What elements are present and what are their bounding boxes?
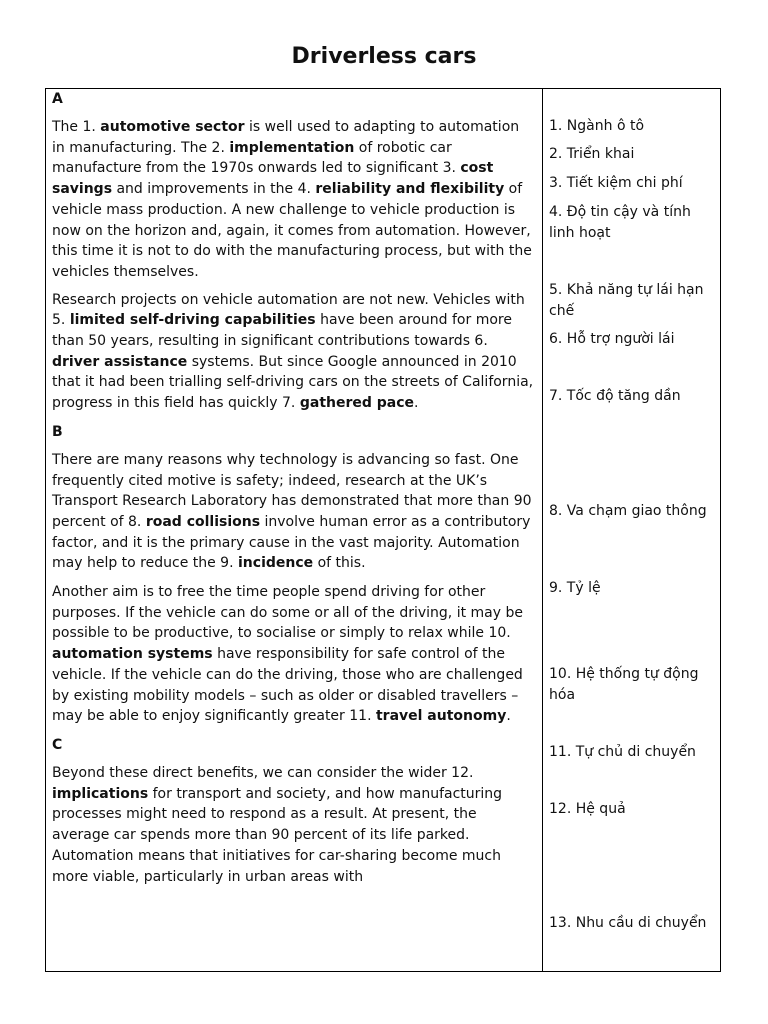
page-title: Driverless cars — [291, 44, 477, 69]
glossary-item: 9. Tỷ lệ — [549, 580, 601, 596]
section-label-a: A — [52, 91, 63, 107]
key-term: implementation — [229, 139, 355, 156]
glossary-item: 3. Tiết kiệm chi phí — [549, 175, 683, 191]
key-term: travel autonomy — [375, 708, 507, 725]
text-run: The 1. — [52, 119, 101, 135]
glossary-item: 4. Độ tin cậy và tính linh hoạt — [549, 204, 691, 241]
section-b-paragraph-1 — [52, 450, 536, 574]
text-run: have responsibility for safe control of the vehicle. If the vehicle can do the driving, those who are challenged by existing mobility models – such as older or disabled travellers – may be able to enjoy significantly greater 11. — [52, 646, 523, 725]
key-term: driver assistance — [52, 353, 188, 370]
section-b-paragraph-2 — [52, 582, 536, 727]
key-term: limited self-driving capabilities — [69, 312, 316, 329]
key-term: automation systems — [52, 646, 213, 663]
section-label-b: B — [52, 423, 63, 440]
text-run: Another aim is to free the time people spend driving for other purposes. If the vehicle can do some or all of the driving, it may be possible to be productive, to socialise or simply to relax while 10. — [52, 584, 523, 642]
glossary-item: 13. Nhu cầu di chuyển — [549, 915, 707, 931]
text-run: of this. — [313, 555, 366, 572]
glossary-item: 11. Tự chủ di chuyển — [549, 744, 696, 760]
key-term: road collisions — [145, 513, 261, 530]
glossary-item: 6. Hỗ trợ người lái — [549, 331, 675, 347]
text-run: of robotic car manufacture from the 1970s onwards led to significant 3. — [52, 139, 461, 177]
column-divider — [542, 89, 543, 971]
text-run: systems. But since Google announced in 2010 that it had been trialling self-driving cars on the streets of California, progress in this field has quickly 7. — [52, 353, 534, 412]
text-run: . — [414, 395, 419, 412]
section-c-paragraph-1 — [52, 763, 536, 887]
text-run: involve human error as a contributory factor, and it is the primary cause in the vast majority. Automation may help to reduce the 9. — [52, 513, 531, 572]
key-term: gathered pace — [299, 395, 415, 412]
text-run: of vehicle mass production. A new challenge to vehicle production is now on the horizon and, again, it comes from automation. However, this time it is not to do with the manufacturing process, but with the vehicles themselves. — [52, 181, 532, 280]
key-term: reliability and flexibility — [315, 181, 505, 198]
text-run: Research projects on vehicle automation are not new. Vehicles with 5. — [52, 291, 525, 329]
section-a-paragraph-2 — [52, 290, 536, 414]
text-run: Beyond these direct benefits, we can consider the wider 12. — [52, 764, 474, 781]
text-run: . — [506, 708, 511, 725]
glossary-item: 12. Hệ quả — [549, 801, 626, 817]
key-term: incidence — [238, 555, 314, 572]
section-label-c: C — [52, 736, 63, 753]
text-run: and improvements in the 4. — [112, 181, 316, 198]
glossary-item: 1. Ngành ô tô — [549, 118, 645, 134]
reading-passage — [52, 89, 536, 887]
text-run: is well used to adapting to automation in manufacturing. The 2. — [52, 119, 520, 156]
key-term: implications — [52, 785, 149, 802]
text-run: There are many reasons why technology is advancing so fast. One frequently cited motive is safety; indeed, research at the UK’s Transport Research Laboratory has demonstrated that more than 90 percent of 8. — [52, 451, 532, 530]
text-run: for transport and society, and how manufacturing processes might need to respond as a result. At present, the average car spends more than 90 percent of its life parked. Automation means that initiatives for car-sharing become much more viable, particularly in urban areas with — [52, 785, 503, 885]
glossary-item: 5. Khả năng tự lái hạn chế — [549, 282, 704, 319]
key-term: automotive sector — [100, 119, 245, 135]
vocabulary-table — [45, 88, 721, 972]
text-run: have been around for more than 50 years, resulting in significant contributions towards 6. — [52, 312, 512, 350]
glossary-item: 10. Hệ thống tự động hóa — [549, 666, 699, 703]
glossary-item: 2. Triển khai — [549, 146, 635, 162]
glossary-item: 7. Tốc độ tăng dần — [549, 388, 681, 404]
key-term: cost savings — [52, 160, 494, 198]
section-a-paragraph-1 — [52, 117, 536, 283]
glossary-item: 8. Va chạm giao thông — [549, 503, 707, 519]
